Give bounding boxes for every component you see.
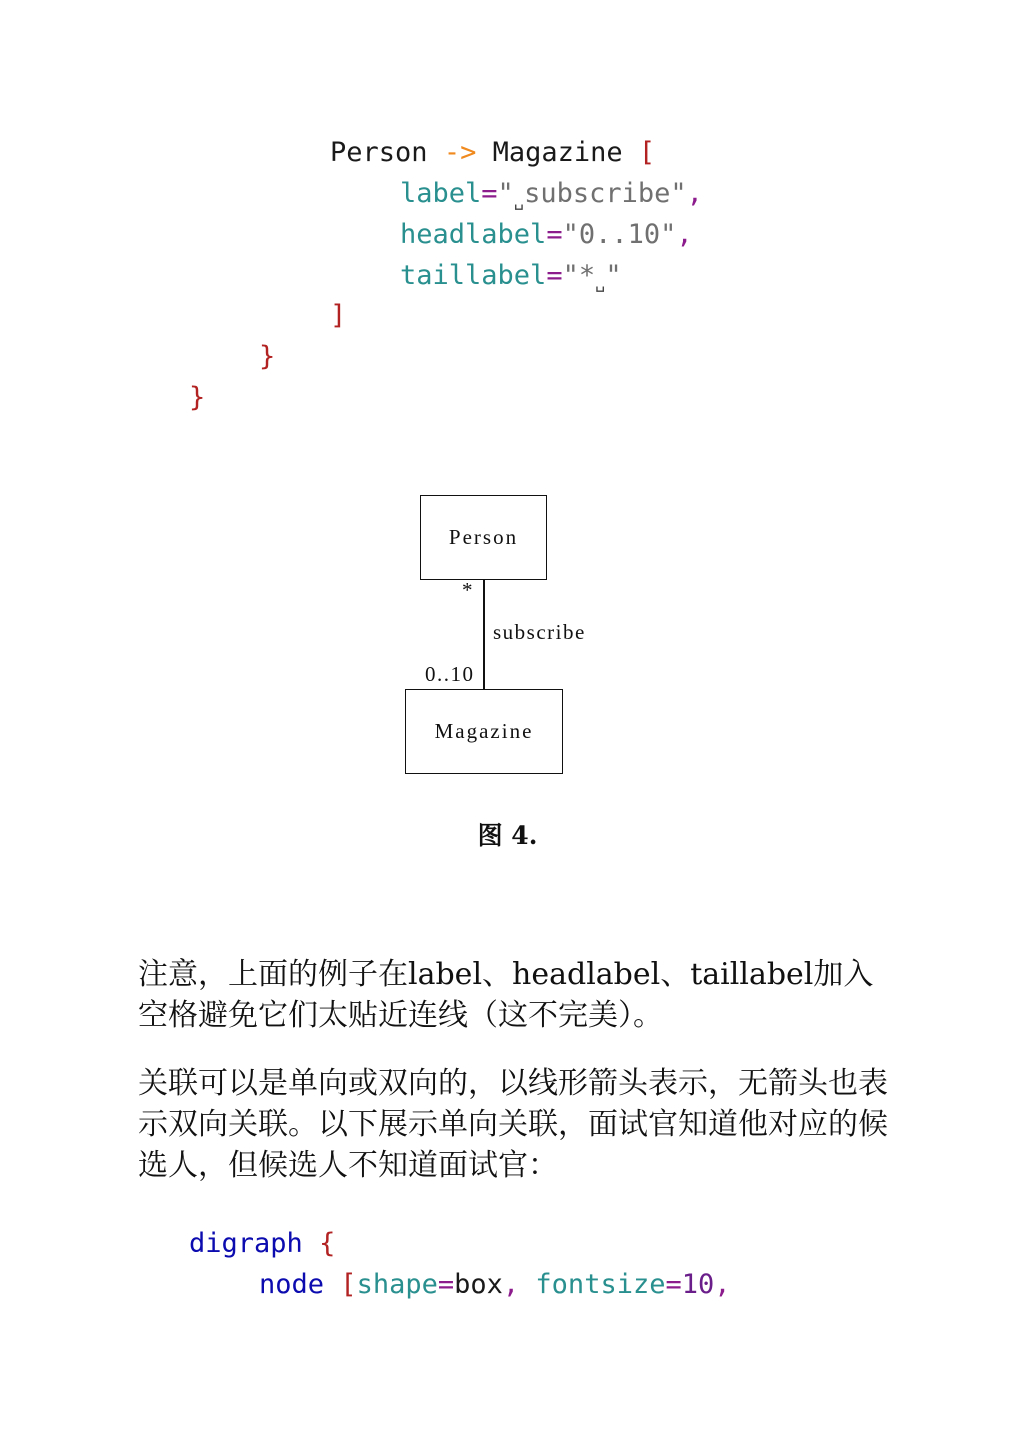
tail-label: * [462, 578, 474, 602]
code-line-headlabel [400, 220, 693, 250]
paragraph-note: 注意，上面的例子在label、headlabel、taillabel加入空格避免它们太贴近连线（这不完美）。 [138, 957, 874, 1033]
node-magazine: Magazine [405, 689, 563, 774]
code-line-node [259, 1270, 731, 1300]
code-line-digraph [189, 1229, 335, 1259]
code-block-top [330, 138, 655, 168]
code-brace-close-inner: } [259, 341, 276, 372]
code-equals: = [546, 219, 563, 250]
code-comma: , [686, 178, 703, 209]
code-line-taillabel [400, 261, 622, 298]
code-attr-label: label [400, 178, 482, 209]
code-attr-shape: shape [356, 1269, 438, 1300]
code-equals: = [546, 260, 563, 291]
code-equals: = [437, 1269, 455, 1300]
code-bracket-open: [ [340, 1269, 357, 1300]
code-keyword-digraph: digraph [189, 1228, 303, 1259]
code-value-label: subscribe [524, 178, 671, 209]
space-glyph-icon: ␣ [595, 273, 606, 293]
figure-caption: 图 4. [477, 821, 538, 850]
code-comma: , [714, 1269, 731, 1300]
code-bracket-open: [ [638, 137, 656, 168]
code-value-box: box [454, 1269, 503, 1300]
code-quote-close: " [605, 260, 622, 291]
code-value-fontsize: 10 [681, 1269, 715, 1300]
code-quote-open: " [497, 178, 514, 209]
space-glyph-icon: ␣ [513, 191, 525, 211]
code-brace-open: { [319, 1228, 336, 1259]
paragraph-association: 关联可以是单向或双向的，以线形箭头表示，无箭头也表示双向关联。以下展示单向关联，面试官知道他对应的候选人，但候选人不知道面试官： [138, 1066, 888, 1183]
head-label: 0..10 [425, 662, 475, 686]
node-person: Person [420, 495, 547, 580]
code-equals: = [665, 1269, 682, 1300]
code-quote-close: " [670, 178, 687, 209]
code-brace-close-outer: } [189, 382, 206, 413]
code-arrow: -> [443, 137, 477, 168]
code-attr-taillabel: taillabel [400, 260, 547, 291]
code-node-from: Person [330, 137, 428, 168]
code-bracket-close: ] [330, 300, 347, 331]
code-value-headlabel: "0..10" [562, 219, 677, 250]
code-node-to: Magazine [492, 137, 623, 168]
code-comma: , [502, 1269, 520, 1300]
edge-label: subscribe [493, 620, 586, 644]
code-equals: = [481, 178, 498, 209]
code-value-taillabel: "* [562, 260, 596, 291]
code-line-label [400, 179, 703, 216]
code-attr-fontsize: fontsize [535, 1269, 666, 1300]
code-comma: , [676, 219, 693, 250]
code-attr-headlabel: headlabel [400, 219, 547, 250]
association-edge [483, 580, 485, 690]
code-keyword-node: node [259, 1269, 325, 1300]
